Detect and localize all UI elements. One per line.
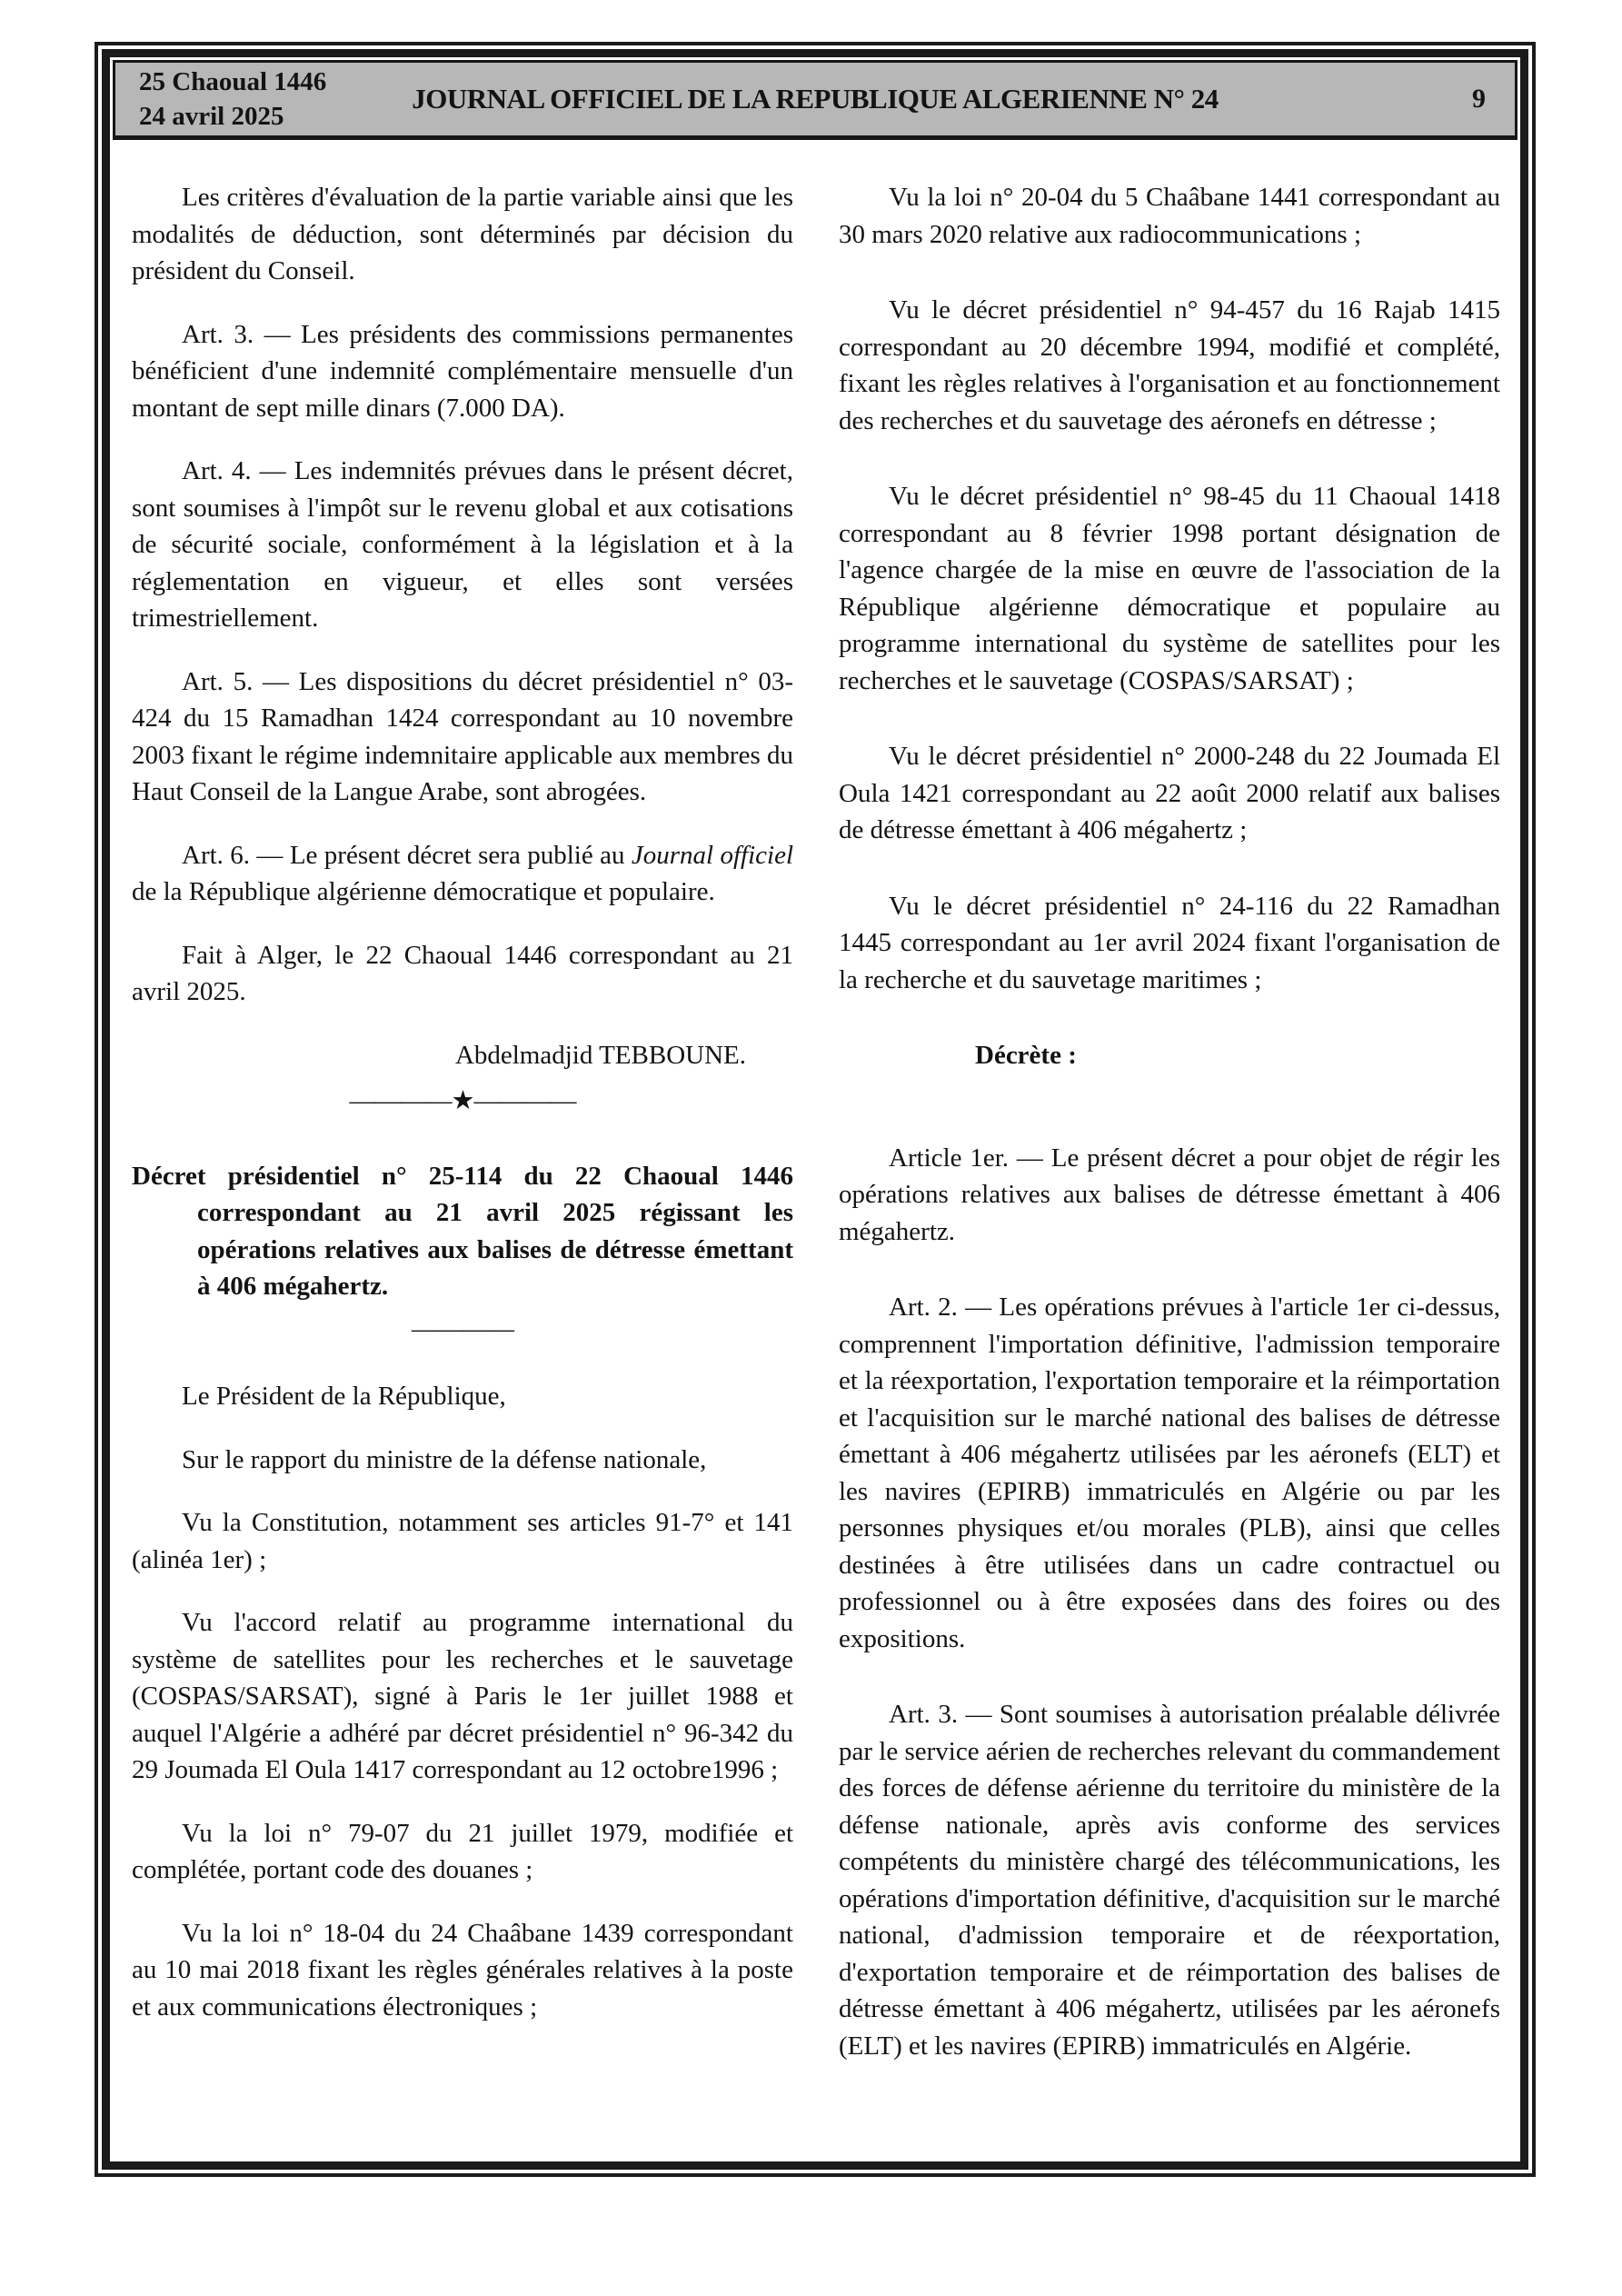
visa-decret-24-116: Vu le décret présidentiel n° 24-116 du 22 Ramadhan 1445 correspondant au 1er avril 2024 fixant l'organisation de la recherche et du sauvetage maritimes ; <box>839 891 1500 994</box>
article-4: Art. 4. — Les indemnités prévues dans le présent décret, sont soumises à l'impôt sur le revenu global et aux cotisations de sécurité sociale, conformément à la législation et à la réglementation en vigueur, et elles sont versées trimestriellement. <box>132 456 793 633</box>
date-gregorian: 24 avril 2025 <box>139 102 284 131</box>
visa-decret-94-457: Vu le décret présidentiel n° 94-457 du 16 Rajab 1415 correspondant au 20 décembre 1994, modifié et complété, fixant les règles relatives à l'organisation et au fonctionnement des recherches et du sauvetage des aéronefs en détresse ; <box>839 295 1500 435</box>
visa-decret-2000-248: Vu le décret présidentiel n° 2000-248 du 22 Joumada El Oula 1421 correspondant au 22 août 2000 relatif aux balises de détresse émettant à 406 mégahertz ; <box>839 742 1500 844</box>
paragraph-fait-a-alger: Fait à Alger, le 22 Chaoual 1446 correspondant au 21 avril 2025. <box>132 940 793 1006</box>
column-right <box>839 179 1500 2161</box>
page-header <box>113 60 1518 140</box>
visa-accord-cospas: Vu l'accord relatif au programme international du système de satellites pour les recherches et le sauvetage (COSPAS/SARSAT), signé à Paris le 1er juillet 1988 et auquel l'Algérie a adhéré par décret présidentiel n° 96-342 du 29 Joumada El Oula 1417 correspondant au 12 octobre1996 ; <box>132 1608 793 1784</box>
date-hijri: 25 Chaoual 1446 <box>139 67 327 96</box>
article-1er: Article 1er. — Le présent décret a pour objet de régir les opérations relatives aux balises de détresse émettant à 406 mégahertz. <box>839 1143 1500 1246</box>
visa-loi-79-07: Vu la loi n° 79-07 du 21 juillet 1979, modifiée et complétée, portant code des douanes ; <box>132 1818 793 1884</box>
article-2: Art. 2. — Les opérations prévues à l'article 1er ci-dessus, comprennent l'importation définitive, l'admission temporaire et la réexportation, l'exportation temporaire et la réimportation et l'acquisition sur le marché national des balises de détresse émettant à 406 mégahertz utilisées par les aéronefs (ELT) et les navires (EPIRB) immatriculés en Algérie ou par les personnes physiques et/ou morales (PLB), ainsi que celles destinées à être utilisées dans un cadre contractuel ou professionnel ou à être exposées dans des foires ou des expositions. <box>839 1293 1500 1653</box>
page-number: 9 <box>1472 84 1486 114</box>
dash-separator: ———— <box>412 1313 513 1343</box>
decree-title: Décret présidentiel n° 25-114 du 22 Chaoual 1446 correspondant au 21 avril 2025 régissant les opérations relatives aux balises de détresse émettant à 406 mégahertz. <box>132 1161 793 1301</box>
visa-loi-20-04: Vu la loi n° 20-04 du 5 Chaâbane 1441 correspondant au 30 mars 2020 relative aux radiocommunications ; <box>839 183 1500 249</box>
star-separator: ————★———— <box>349 1086 576 1115</box>
page-content <box>110 143 1520 2161</box>
page-frame-outer <box>95 42 1536 2177</box>
column-left <box>132 179 793 2161</box>
journal-title: JOURNAL OFFICIEL DE LA REPUBLIQUE ALGERIENNE N° 24 <box>412 83 1219 115</box>
article-3: Art. 3. — Les présidents des commissions permanentes bénéficient d'une indemnité complémentaire mensuelle d'un montant de sept mille dinars (7.000 DA). <box>132 319 793 423</box>
visa-loi-18-04: Vu la loi n° 18-04 du 24 Chaâbane 1439 correspondant au 10 mai 2018 fixant les règles générales relatives à la poste et aux communications électroniques ; <box>132 1918 793 2021</box>
page-frame-inner <box>102 49 1528 2170</box>
article-3-decret: Art. 3. — Sont soumises à autorisation préalable délivrée par le service aérien de recherches relevant du commandement des forces de défense aérienne du territoire du ministère de la défense nationale, après avis conforme des services compétents du ministère chargé des télécommunications, les opérations d'importation définitive, d'acquisition sur le marché national, d'admission temporaire et de réexportation, d'exportation temporaire et de réimportation des balises de détresse émettant à 406 mégahertz, utilisées par les aéronefs (ELT) et les navires (EPIRB) immatriculés en Algérie. <box>839 1700 1500 2061</box>
article-5: Art. 5. — Les dispositions du décret présidentiel n° 03-424 du 15 Ramadhan 1424 correspondant au 10 novembre 2003 fixant le régime indemnitaire applicable aux membres du Haut Conseil de la Langue Arabe, sont abrogées. <box>132 666 793 806</box>
article-6: Art. 6. — Le présent décret sera publié au Journal officiel de la République algérienne démocratique et populaire. <box>132 840 794 906</box>
paragraph-president: Le Président de la République, <box>182 1382 506 1411</box>
visa-decret-98-45: Vu le décret présidentiel n° 98-45 du 11 Chaoual 1418 correspondant au 8 février 1998 portant désignation de l'agence chargée de la mise en œuvre de l'association de la République algérienne démocratique et populaire au programme international du système de satellites pour les recherches et le sauvetage (COSPAS/SARSAT) ; <box>839 482 1500 695</box>
paragraph-criteres: Les critères d'évaluation de la partie variable ainsi que les modalités de déduction, sont déterminés par décision du président du Conseil. <box>132 183 793 285</box>
paragraph-rapport: Sur le rapport du ministre de la défense nationale, <box>182 1444 707 1474</box>
signature-president: Abdelmadjid TEBBOUNE. <box>454 1040 746 1070</box>
decrete-label: Décrète : <box>975 1041 1077 1070</box>
visa-constitution: Vu la Constitution, notamment ses articles 91-7° et 141 (alinéa 1er) ; <box>132 1508 793 1574</box>
